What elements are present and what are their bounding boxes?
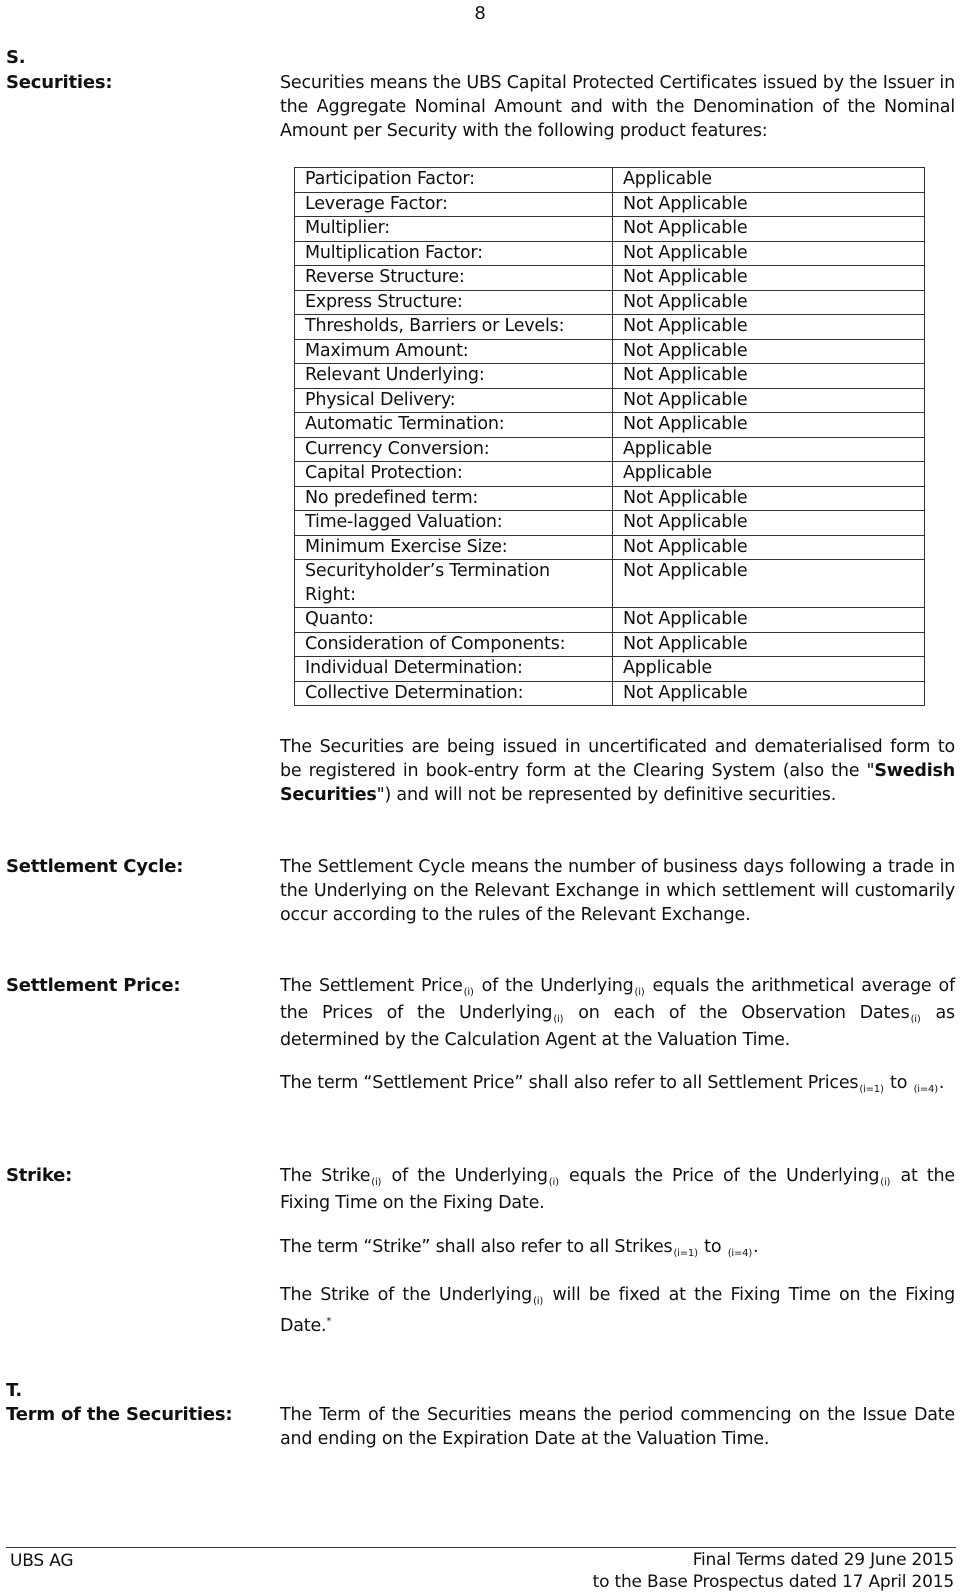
feature-row (295, 413, 925, 438)
feature-label: Maximum Amount: (295, 339, 613, 364)
feature-label: Physical Delivery: (295, 388, 613, 413)
term-settlement-price: Settlement Price: (6, 975, 181, 996)
feature-label: Minimum Exercise Size: (295, 535, 613, 560)
feature-value: Not Applicable (613, 413, 925, 438)
feature-row (295, 241, 925, 266)
feature-value: Not Applicable (613, 511, 925, 536)
feature-label: Individual Determination: (295, 657, 613, 682)
feature-value: Not Applicable (613, 388, 925, 413)
feature-row (295, 681, 925, 706)
issuance-paragraph: The Securities are being issued in uncertificated and dematerialised form to be registered in book-entry form at the Clearing System (also the "Swedish Securities") and will not be represented by definitive securities. (280, 737, 955, 805)
term-securities: Securities: (6, 72, 113, 93)
footer-base-prospectus: to the Base Prospectus dated 17 April 2015 (592, 1572, 954, 1592)
feature-value: Not Applicable (613, 290, 925, 315)
feature-row (295, 535, 925, 560)
feature-row (295, 364, 925, 389)
feature-label: No predefined term: (295, 486, 613, 511)
feature-value: Applicable (613, 462, 925, 487)
settlement-price-definition: The Settlement Price$_{(i)}$ of the Underlying$_{(i)}$ equals the arithmetical average of the Prices of the Underlying$_{(i)}$ on each of the Observation Dates$_{(i)}$ as determined by the Calculation Agent at the Valuation Time. (280, 976, 955, 1050)
strike-note: The term “Strike” shall also refer to all Strikes$_{(i=1)}$ to $_{(i=4)}$. (280, 1237, 759, 1259)
feature-value: Applicable (613, 437, 925, 462)
feature-label: Thresholds, Barriers or Levels: (295, 315, 613, 340)
feature-label: Leverage Factor: (295, 192, 613, 217)
feature-label: Time-lagged Valuation: (295, 511, 613, 536)
feature-row (295, 339, 925, 364)
securities-definition: Securities means the UBS Capital Protected Certificates issued by the Issuer in the Aggregate Nominal Amount and with the Denomination of the Nominal Amount per Security with the following product features: (280, 73, 955, 141)
feature-label: Quanto: (295, 608, 613, 633)
feature-value: Not Applicable (613, 608, 925, 633)
feature-row (295, 192, 925, 217)
feature-value: Not Applicable (613, 192, 925, 217)
term-settlement-cycle: Settlement Cycle: (6, 856, 184, 877)
strike-definition: The Strike$_{(i)}$ of the Underlying$_{(i)}$ equals the Price of the Underlying$_{(i)}$ at the Fixing Time on the Fixing Date. (280, 1166, 955, 1213)
feature-label: Currency Conversion: (295, 437, 613, 462)
feature-row (295, 608, 925, 633)
feature-row (295, 168, 925, 193)
feature-label: Securityholder’s Termination Right: (295, 560, 613, 608)
feature-label: Multiplier: (295, 217, 613, 242)
feature-value: Not Applicable (613, 217, 925, 242)
footer-final-terms: Final Terms dated 29 June 2015 (692, 1550, 954, 1570)
feature-value: Applicable (613, 657, 925, 682)
feature-row (295, 437, 925, 462)
feature-row (295, 657, 925, 682)
section-letter-s: S. (6, 47, 26, 68)
feature-value: Not Applicable (613, 266, 925, 291)
feature-row (295, 217, 925, 242)
feature-label: Reverse Structure: (295, 266, 613, 291)
feature-row (295, 462, 925, 487)
feature-value: Not Applicable (613, 486, 925, 511)
feature-label: Capital Protection: (295, 462, 613, 487)
feature-row (295, 266, 925, 291)
term-strike: Strike: (6, 1165, 73, 1186)
feature-value: Not Applicable (613, 364, 925, 389)
feature-row (295, 511, 925, 536)
feature-label: Consideration of Components: (295, 632, 613, 657)
settlement-price-note: The term “Settlement Price” shall also refer to all Settlement Prices$_{(i=1)}$ to $_{(i=4)}$. (280, 1073, 945, 1095)
footer-dates (593, 1549, 954, 1593)
feature-value: Not Applicable (613, 632, 925, 657)
feature-value: Not Applicable (613, 339, 925, 364)
feature-value: Not Applicable (613, 535, 925, 560)
footer-divider (6, 1547, 956, 1548)
feature-label: Multiplication Factor: (295, 241, 613, 266)
feature-row (295, 560, 925, 608)
feature-row (295, 388, 925, 413)
footer-issuer: UBS AG (10, 1551, 74, 1571)
feature-row (295, 315, 925, 340)
settlement-cycle-definition: The Settlement Cycle means the number of business days following a trade in the Underlying on the Relevant Exchange in which settlement will customarily occur according to the rules of the Relevant Exchange. (280, 857, 955, 925)
section-letter-t: T. (6, 1380, 22, 1401)
feature-label: Collective Determination: (295, 681, 613, 706)
feature-value: Applicable (613, 168, 925, 193)
feature-row (295, 632, 925, 657)
footnote-marker: * (326, 1316, 332, 1327)
strike-fixing-note: The Strike of the Underlying$_{(i)}$ will be fixed at the Fixing Time on the Fixing Date.* (280, 1285, 956, 1336)
feature-label: Relevant Underlying: (295, 364, 613, 389)
page-number: 8 (474, 3, 486, 24)
product-features-table (294, 167, 925, 706)
term-of-securities-definition: The Term of the Securities means the period commencing on the Issue Date and ending on the Expiration Date at the Valuation Time. (280, 1405, 955, 1449)
feature-value: Not Applicable (613, 681, 925, 706)
feature-value: Not Applicable (613, 241, 925, 266)
feature-row (295, 486, 925, 511)
feature-label: Participation Factor: (295, 168, 613, 193)
feature-row (295, 290, 925, 315)
swedish-securities-term: Swedish Securities (280, 761, 955, 805)
feature-value: Not Applicable (613, 315, 925, 340)
feature-label: Express Structure: (295, 290, 613, 315)
feature-label: Automatic Termination: (295, 413, 613, 438)
term-term-of-securities: Term of the Securities: (6, 1404, 233, 1425)
feature-value: Not Applicable (613, 560, 925, 608)
